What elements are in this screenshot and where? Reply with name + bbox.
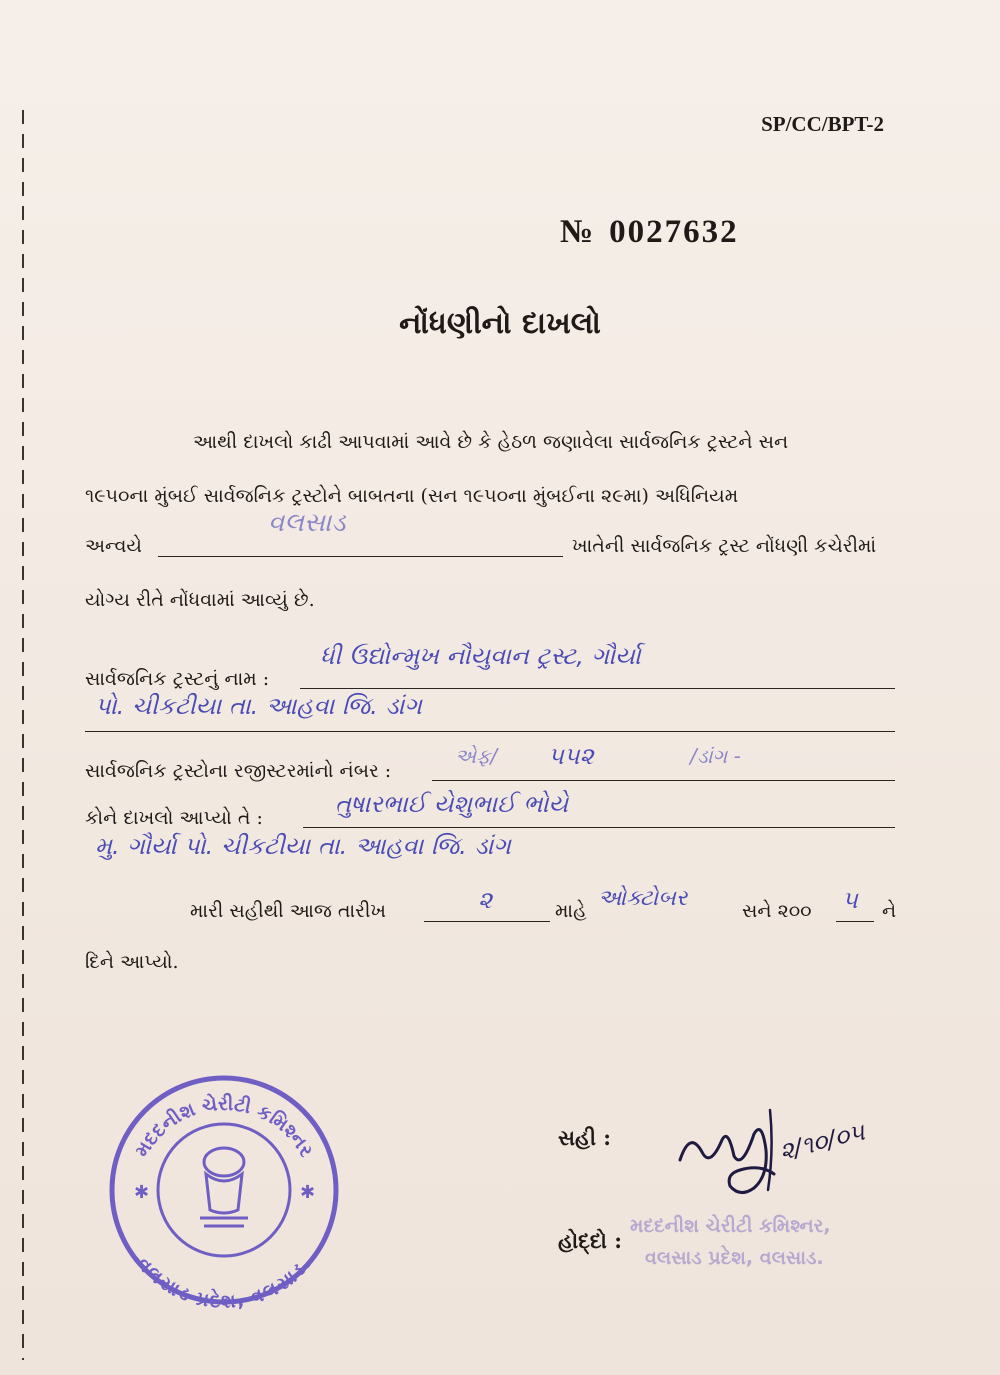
serial-value: 0027632 [609, 214, 739, 250]
date-prefix: મારી સહીથી આજ તારીખ [190, 900, 387, 922]
signature [670, 1090, 960, 1210]
form-code: SP/CC/BPT-2 [761, 112, 884, 136]
register-number: ૫૫૨ [548, 742, 594, 770]
national-emblem-icon [200, 1148, 248, 1226]
date-year-digit: ૫ [842, 886, 858, 914]
official-stamp [104, 1070, 344, 1310]
paragraph-line-1: આથી દાખલો કાઢી આપવામાં આવે છે કે હેઠળ જણાવેલા સાર્વજનિક ટ્રસ્ટને સન [193, 431, 789, 453]
issued-to-value-1: તુષારભાઈ યેશુભાઈ ભોયે [335, 790, 569, 818]
trust-name-line-1 [300, 688, 895, 689]
office-value: વલસાડ [268, 508, 346, 538]
stamp-inner-ring [158, 1124, 290, 1256]
trust-name-label: સાર્વજનિક ટ્રસ્ટનું નામ : [85, 668, 270, 690]
register-prefix: એફ/ [455, 744, 498, 768]
register-label: સાર્વજનિક ટ્રસ્ટોના રજીસ્ટરમાંનો નંબર : [85, 760, 392, 782]
date-day: ૨ [478, 886, 493, 914]
serial-number [560, 214, 739, 251]
paragraph-line-2: ૧૯૫૦ના મુંબઈ સાર્વજનિક ટ્રસ્ટોને બાબતના (સન ૧૯૫૦ના મુંબઈના ૨૯મા) અધિનિયમ [85, 485, 739, 507]
designation-label: હોદ્દો : [558, 1228, 622, 1253]
signature-label: સહી : [558, 1125, 612, 1150]
stamp-top-text: મદદનીશ ચેરીટી કમિશ્નર [130, 1092, 318, 1161]
designation-line-2: વલસાડ પ્રદેશ, વલસાડ. [645, 1247, 824, 1269]
trust-name-line-2 [85, 731, 895, 732]
year-line [836, 921, 874, 922]
register-suffix: /ડાંગ - [690, 744, 741, 768]
office-line [158, 556, 563, 557]
signature-date: ૨/૧૦/૦૫ [776, 1117, 868, 1166]
paragraph-line-3-suffix: ખાતેની સાર્વજનિક ટ્રસ્ટ નોંધણી કચેરીમાં [572, 535, 877, 557]
paragraph-line-3-prefix: અન્વયે [85, 535, 142, 557]
year-prefix: સને ૨૦૦ [742, 900, 812, 922]
register-line [432, 780, 895, 781]
trust-name-value-1: ધી ઉદ્યોન્મુખ નૌયુવાન ટ્રસ્ટ, ગૌર્યા [320, 642, 641, 670]
issued-to-value-2: મુ. ગૌર્યા પો. ચીકટીયા તા. આહવા જિ. ડાંગ [95, 832, 511, 860]
designation-line-1: મદદનીશ ચેરીટી કમિશ્નર, [630, 1215, 831, 1237]
day-line [424, 921, 550, 922]
stamp-bottom-text: વલસાડ પ્રદેશ, વલસાડ. [132, 1253, 316, 1310]
trust-name-value-2: પો. ચીકટીયા તા. આહવા જિ. ડાંગ [95, 692, 422, 720]
serial-prefix: № [560, 214, 596, 250]
date-suffix: ને [882, 900, 897, 922]
month-prefix: માહે [555, 900, 587, 922]
stamp-star-left-icon: ✱ [134, 1182, 150, 1203]
perforation-edge [22, 110, 24, 1360]
date-closing: દિને આપ્યો. [85, 951, 179, 973]
date-month: ઓક્ટોબર [598, 886, 688, 911]
page-title: નોંધણીનો દાખલો [399, 306, 601, 341]
issued-to-label: કોને દાખલો આપ્યો તે : [85, 807, 263, 829]
stamp-star-right-icon: ✱ [300, 1182, 316, 1203]
issued-to-line [303, 827, 895, 828]
paragraph-line-4: યોગ્ય રીતે નોંધવામાં આવ્યું છે. [85, 589, 315, 611]
